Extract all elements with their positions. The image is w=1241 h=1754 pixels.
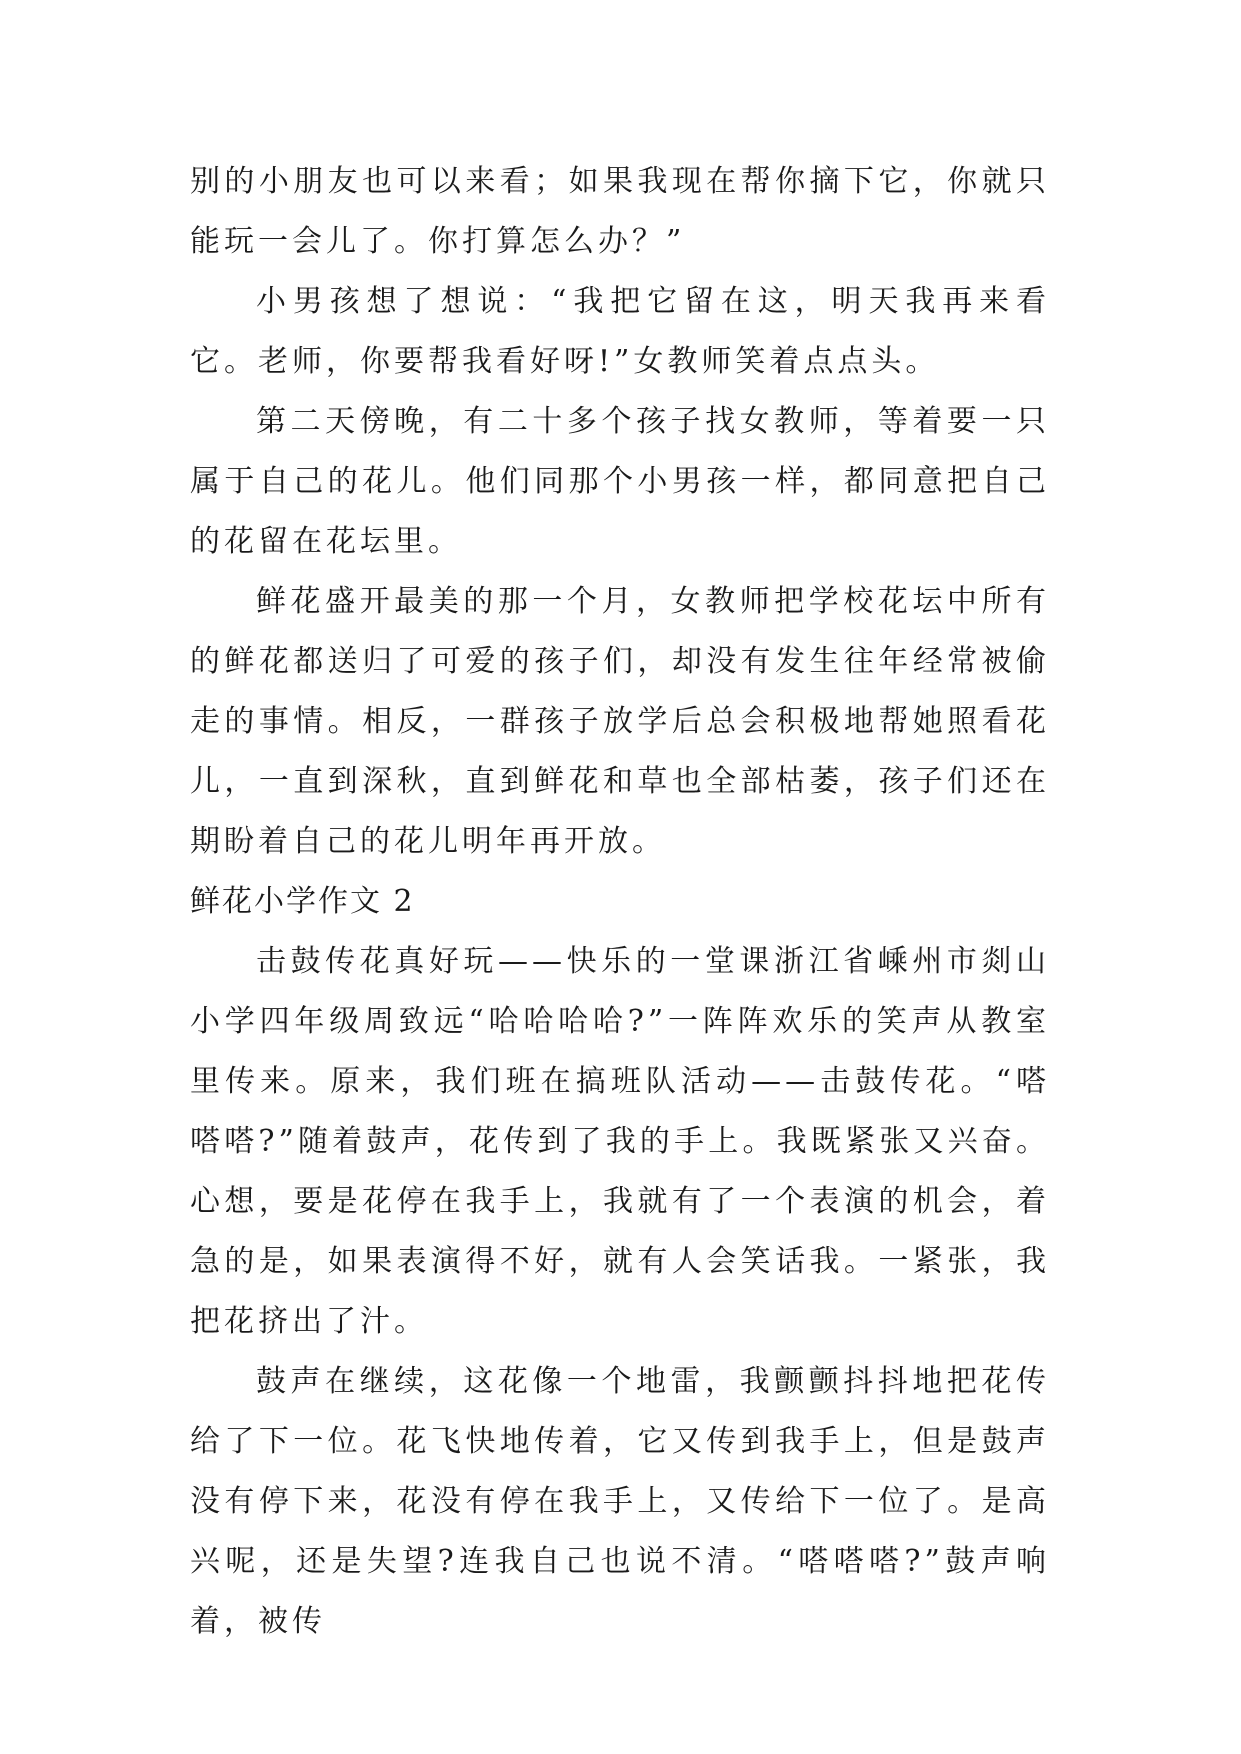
section-heading: 鲜花小学作文 2 — [190, 884, 415, 919]
paragraph: 鲜花盛开最美的那一个月，女教师把学校花坛中所有的鲜花都送归了可爱的孩子们，却没有发生往年经常被偷走的事情。相反，一群孩子放学后总会积极地帮她照看花儿，一直到深秋，直到鲜花和草也全部枯萎，孩子们还在期盼着自己的花儿明年再开放。 — [190, 584, 1050, 859]
document-page — [190, 152, 1050, 1652]
paragraph-continued: 别的小朋友也可以来看；如果我现在帮你摘下它，你就只能玩一会儿了。你打算怎么办？” — [190, 164, 1050, 259]
paragraph: 小男孩想了想说：“我把它留在这，明天我再来看它。老师，你要帮我看好呀!”女教师笑着点点头。 — [190, 284, 1050, 379]
paragraph: 鼓声在继续，这花像一个地雷，我颤颤抖抖地把花传给了下一位。花飞快地传着，它又传到我手上，但是鼓声没有停下来，花没有停在我手上，又传给下一位了。是高兴呢，还是失望?连我自己也说不清。“嗒嗒嗒?”鼓声响着，被传 — [190, 1364, 1050, 1639]
paragraph: 击鼓传花真好玩——快乐的一堂课浙江省嵊州市剡山小学四年级周致远“哈哈哈哈?”一阵阵欢乐的笑声从教室里传来。原来，我们班在搞班队活动——击鼓传花。“嗒嗒嗒?”随着鼓声，花传到了我的手上。我既紧张又兴奋。心想，要是花停在我手上，我就有了一个表演的机会，着急的是，如果表演得不好，就有人会笑话我。一紧张，我把花挤出了汁。 — [190, 944, 1050, 1339]
paragraph: 第二天傍晚，有二十多个孩子找女教师，等着要一只属于自己的花儿。他们同那个小男孩一样，都同意把自己的花留在花坛里。 — [190, 404, 1050, 559]
